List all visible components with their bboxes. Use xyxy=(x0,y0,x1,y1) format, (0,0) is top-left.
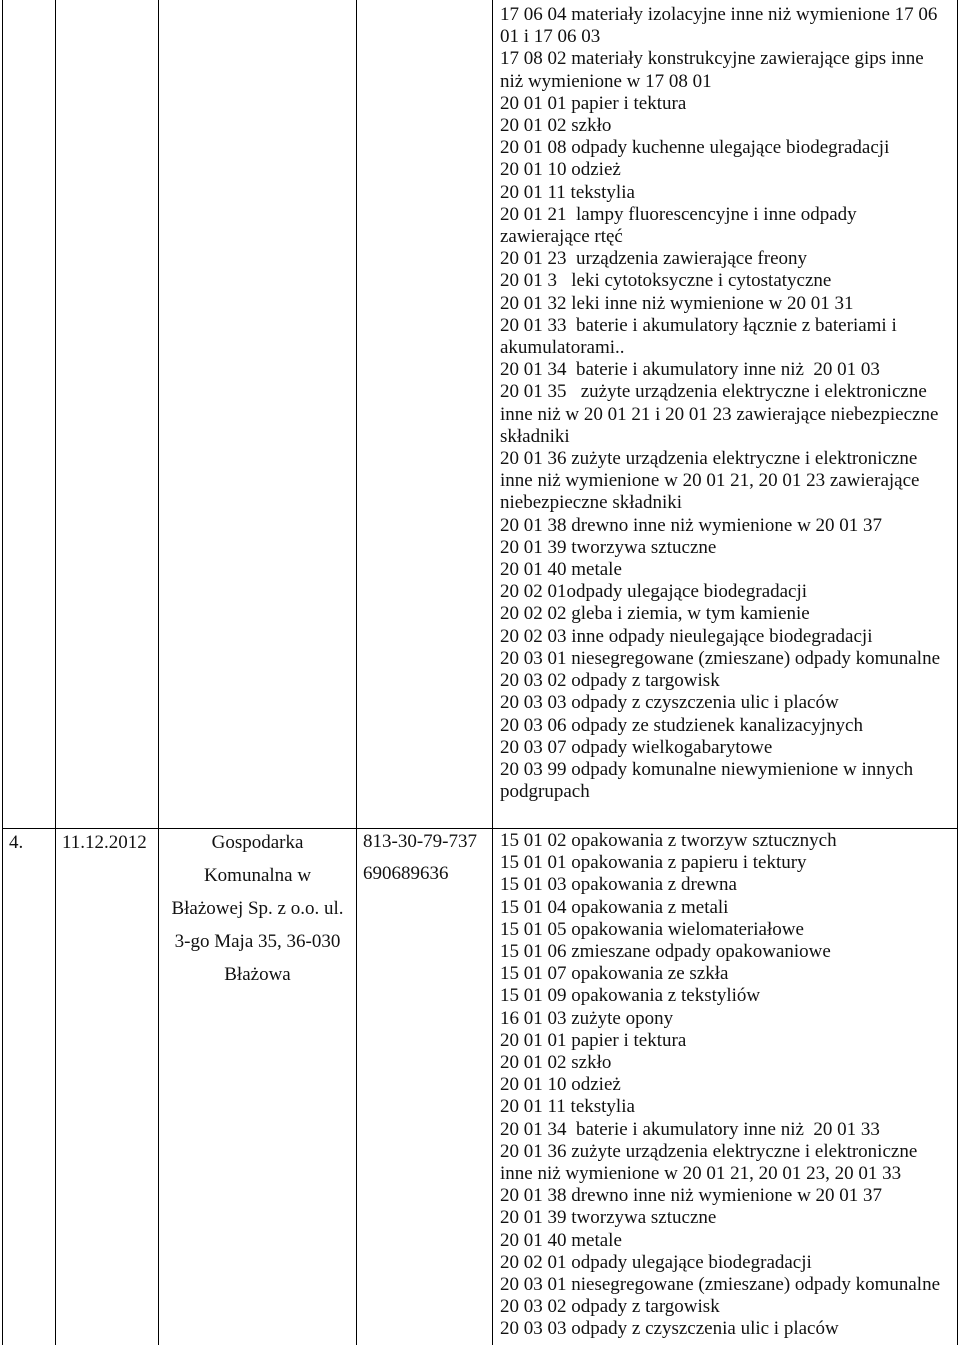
waste-code-line: 20 03 07 odpady wielkogabarytowe xyxy=(500,736,773,758)
waste-code-line: 15 01 02 opakowania z tworzyw sztucznych xyxy=(500,830,837,851)
waste-code-line: 20 01 01 papier i tektura xyxy=(500,1029,687,1051)
waste-code-line: 20 01 32 leki inne niż wymienione w 20 01 31 xyxy=(500,292,854,314)
table-row-continued xyxy=(2,0,958,828)
waste-code-line: inne niż w 20 01 21 i 20 01 23 zawierające niebezpieczne xyxy=(500,403,939,425)
waste-code-line: 20 02 01odpady ulegające biodegradacji xyxy=(500,581,808,603)
waste-code-line: 20 01 33 baterie i akumulatory łącznie z bateriami i xyxy=(500,314,897,336)
waste-code-line: 15 01 05 opakowania wielomateriałowe xyxy=(500,918,804,940)
entry-date: 11.12.2012 xyxy=(62,832,147,853)
waste-code-line: 15 01 03 opakowania z drewna xyxy=(500,874,737,896)
company-name-line: Gospodarka xyxy=(211,832,304,853)
waste-code-line: 20 01 34 baterie i akumulatory inne niż 20 01 03 xyxy=(500,359,880,381)
waste-code-line: 15 01 04 opakowania z metali xyxy=(500,896,729,918)
company-name-line: Błażowej Sp. z o.o. ul. xyxy=(171,898,344,919)
company-cell xyxy=(158,0,356,828)
row-number-cell xyxy=(2,0,55,828)
company-name-line: Błażowa xyxy=(224,964,291,985)
waste-code-line: 17 08 02 materiały konstrukcyjne zawierające gips inne xyxy=(500,48,924,70)
waste-code-line: 20 03 02 odpady z targowisk xyxy=(500,1296,720,1318)
registration-number: 690689636 xyxy=(363,863,449,884)
waste-code-line: 15 01 07 opakowania ze szkła xyxy=(500,963,729,985)
waste-codes-list xyxy=(500,4,957,803)
waste-code-line: 20 03 03 odpady z czyszczenia ulic i placów xyxy=(500,692,839,714)
row-number: 4. xyxy=(9,832,24,853)
waste-code-line: 20 01 40 metale xyxy=(500,559,622,581)
waste-code-line: 20 02 02 gleba i ziemia, w tym kamienie xyxy=(500,603,810,625)
waste-code-line: 17 06 04 materiały izolacyjne inne niż wymienione 17 06 xyxy=(500,4,938,25)
waste-code-line: podgrupach xyxy=(500,781,590,803)
waste-code-line: 20 01 01 papier i tektura xyxy=(500,92,687,114)
company-name-line: Komunalna w xyxy=(203,865,312,886)
waste-code-line: 20 01 11 tekstylia xyxy=(500,181,635,203)
waste-code-line: 20 01 39 tworzywa sztuczne xyxy=(500,1207,717,1229)
waste-code-line: 20 01 36 zużyte urządzenia elektryczne i elektroniczne xyxy=(500,448,918,470)
waste-code-line: inne niż wymienione w 20 01 21, 20 01 23 zawierające xyxy=(500,470,920,492)
waste-code-line: 20 03 01 niesegregowane (zmieszane) odpady komunalne xyxy=(500,647,941,669)
registration-numbers-cell xyxy=(356,0,492,828)
waste-code-line: akumulatorami.. xyxy=(500,337,625,359)
waste-code-line: 20 02 01 odpady ulegające biodegradacji xyxy=(500,1251,812,1273)
waste-code-line: 20 01 08 odpady kuchenne ulegające biodegradacji xyxy=(500,137,890,159)
waste-code-line: 20 01 23 urządzenia zawierające freony xyxy=(500,248,807,270)
waste-code-line: 20 01 34 baterie i akumulatory inne niż 20 01 33 xyxy=(500,1118,880,1140)
date-cell xyxy=(55,829,158,1345)
waste-code-line: 20 01 21 lampy fluorescencyjne i inne odpady xyxy=(500,203,857,225)
waste-code-line: 20 03 03 odpady z czyszczenia ulic i placów xyxy=(500,1318,839,1340)
table-row xyxy=(2,828,958,1345)
waste-code-line: 20 01 38 drewno inne niż wymienione w 20 01 37 xyxy=(500,514,883,536)
date-cell xyxy=(55,0,158,828)
waste-codes-list xyxy=(500,830,957,1341)
registration-numbers-cell xyxy=(356,829,492,1345)
waste-code-line: 20 01 02 szkło xyxy=(500,115,612,137)
waste-code-line: 20 01 3 leki cytotoksyczne i cytostatyczne xyxy=(500,270,832,292)
waste-code-line: 15 01 01 opakowania z papieru i tektury xyxy=(500,852,807,874)
waste-code-line: 20 01 39 tworzywa sztuczne xyxy=(500,536,717,558)
waste-code-line: 20 01 10 odzież xyxy=(500,159,621,181)
waste-code-line: zawierające rtęć xyxy=(500,226,623,248)
registration-number: 813-30-79-737 xyxy=(363,831,477,852)
waste-code-line: inne niż wymienione w 20 01 21, 20 01 23, 20 01 33 xyxy=(500,1163,902,1185)
waste-code-line: 20 02 03 inne odpady nieulegające biodegradacji xyxy=(500,625,873,647)
waste-code-line: 01 i 17 06 03 xyxy=(500,26,601,48)
waste-code-line: 20 03 01 niesegregowane (zmieszane) odpady komunalne xyxy=(500,1274,941,1296)
waste-code-line: 20 03 06 odpady ze studzienek kanalizacyjnych xyxy=(500,714,863,736)
company-cell xyxy=(158,829,356,1345)
waste-code-line: 20 01 35 zużyte urządzenia elektryczne i elektroniczne xyxy=(500,381,927,403)
waste-code-line: składniki xyxy=(500,425,570,447)
waste-code-line: 20 01 38 drewno inne niż wymienione w 20 01 37 xyxy=(500,1185,883,1207)
waste-code-line: 20 03 02 odpady z targowisk xyxy=(500,670,720,692)
waste-code-line: 20 01 36 zużyte urządzenia elektryczne i elektroniczne xyxy=(500,1140,918,1162)
waste-codes-cell xyxy=(492,829,958,1345)
row-number-cell xyxy=(2,829,55,1345)
company-name-line: 3-go Maja 35, 36-030 xyxy=(174,931,341,952)
waste-code-line: 16 01 03 zużyte opony xyxy=(500,1007,674,1029)
waste-code-line: 20 01 02 szkło xyxy=(500,1052,612,1074)
waste-code-line: 20 01 11 tekstylia xyxy=(500,1096,635,1118)
waste-code-line: 20 03 99 odpady komunalne niewymienione w innych xyxy=(500,758,914,780)
company-name-address xyxy=(159,829,356,991)
waste-code-line: niż wymienione w 17 08 01 xyxy=(500,70,712,92)
waste-codes-cell xyxy=(492,0,958,828)
waste-code-line: niebezpieczne składniki xyxy=(500,492,683,514)
registration-numbers xyxy=(363,829,492,890)
waste-code-line: 15 01 09 opakowania z tekstyliów xyxy=(500,985,761,1007)
waste-code-line: 20 01 40 metale xyxy=(500,1229,622,1251)
waste-code-line: 20 01 10 odzież xyxy=(500,1074,621,1096)
waste-code-line: 15 01 06 zmieszane odpady opakowaniowe xyxy=(500,941,831,963)
